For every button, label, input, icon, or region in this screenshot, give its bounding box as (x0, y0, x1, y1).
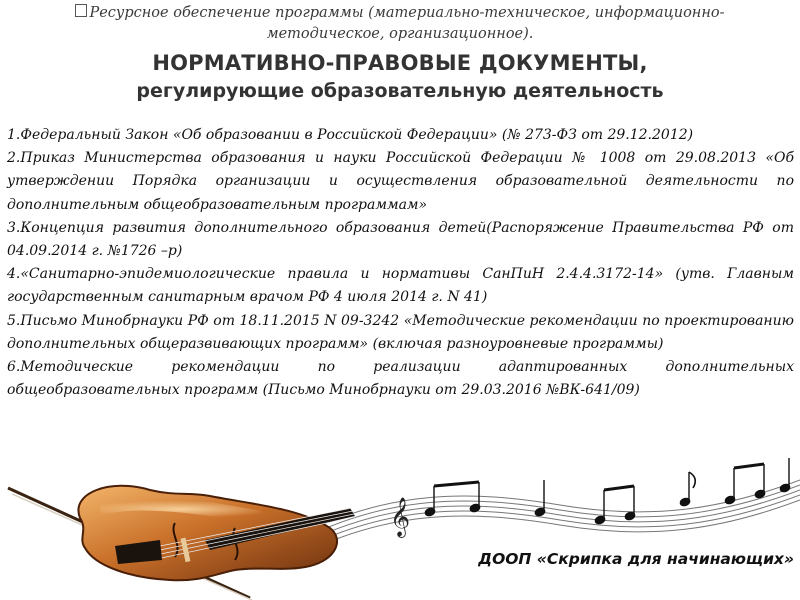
slide-title: НОРМАТИВНО-ПРАВОВЫЕ ДОКУМЕНТЫ, (152, 51, 648, 75)
list-item: 1.Федеральный Закон «Об образовании в Российской Федерации» (№ 273-ФЗ от 29.12.2012) (7, 127, 694, 143)
slide-title-secondary: регулирующие образовательную деятельность (136, 80, 664, 102)
slide-header (0, 0, 800, 104)
list-item: 3.Концепция развития дополнительного образования детей(Распоряжение Правительства РФ от 04.09.2014 г. №1726 –р) (7, 219, 794, 260)
list-item: 2.Приказ Министерства образования и науки Российской Федерации № 1008 от 29.08.2013 «Об утверждении Порядка организации и осуществления образовательной деятельности по дополнительным общеобразовательным программам» (7, 150, 794, 213)
list-item: 6.Методические рекомендации по реализации адаптированных дополнительных общеобразовательных программ (Письмо Минобрнауки от 29.03.2016 №ВК-641/09) (7, 359, 794, 399)
violin-illustration (0, 448, 360, 600)
list-item: 4.«Санитарно-эпидемиологические правила и нормативы СанПиН 2.4.4.3172-14» (утв. Главным государственным санитарным врачом РФ 4 июля 2014 г. N 41) (7, 266, 794, 306)
slide-subtitle (0, 0, 800, 45)
documents-list (7, 124, 794, 402)
subtitle-text: Ресурсное обеспечение программы (материально-техническое, информационно-методическое, организационное). (89, 5, 725, 42)
list-item: 5.Письмо Минобрнауки РФ от 18.11.2015 N 09-3242 «Методические рекомендации по проектированию дополнительных общеразвивающих программ» (включая разноуровневые программы) (7, 312, 794, 352)
program-label: ДООП «Скрипка для начинающих» (478, 550, 794, 568)
svg-text:𝄞: 𝄞 (390, 497, 411, 537)
box-bullet-icon (75, 4, 87, 17)
